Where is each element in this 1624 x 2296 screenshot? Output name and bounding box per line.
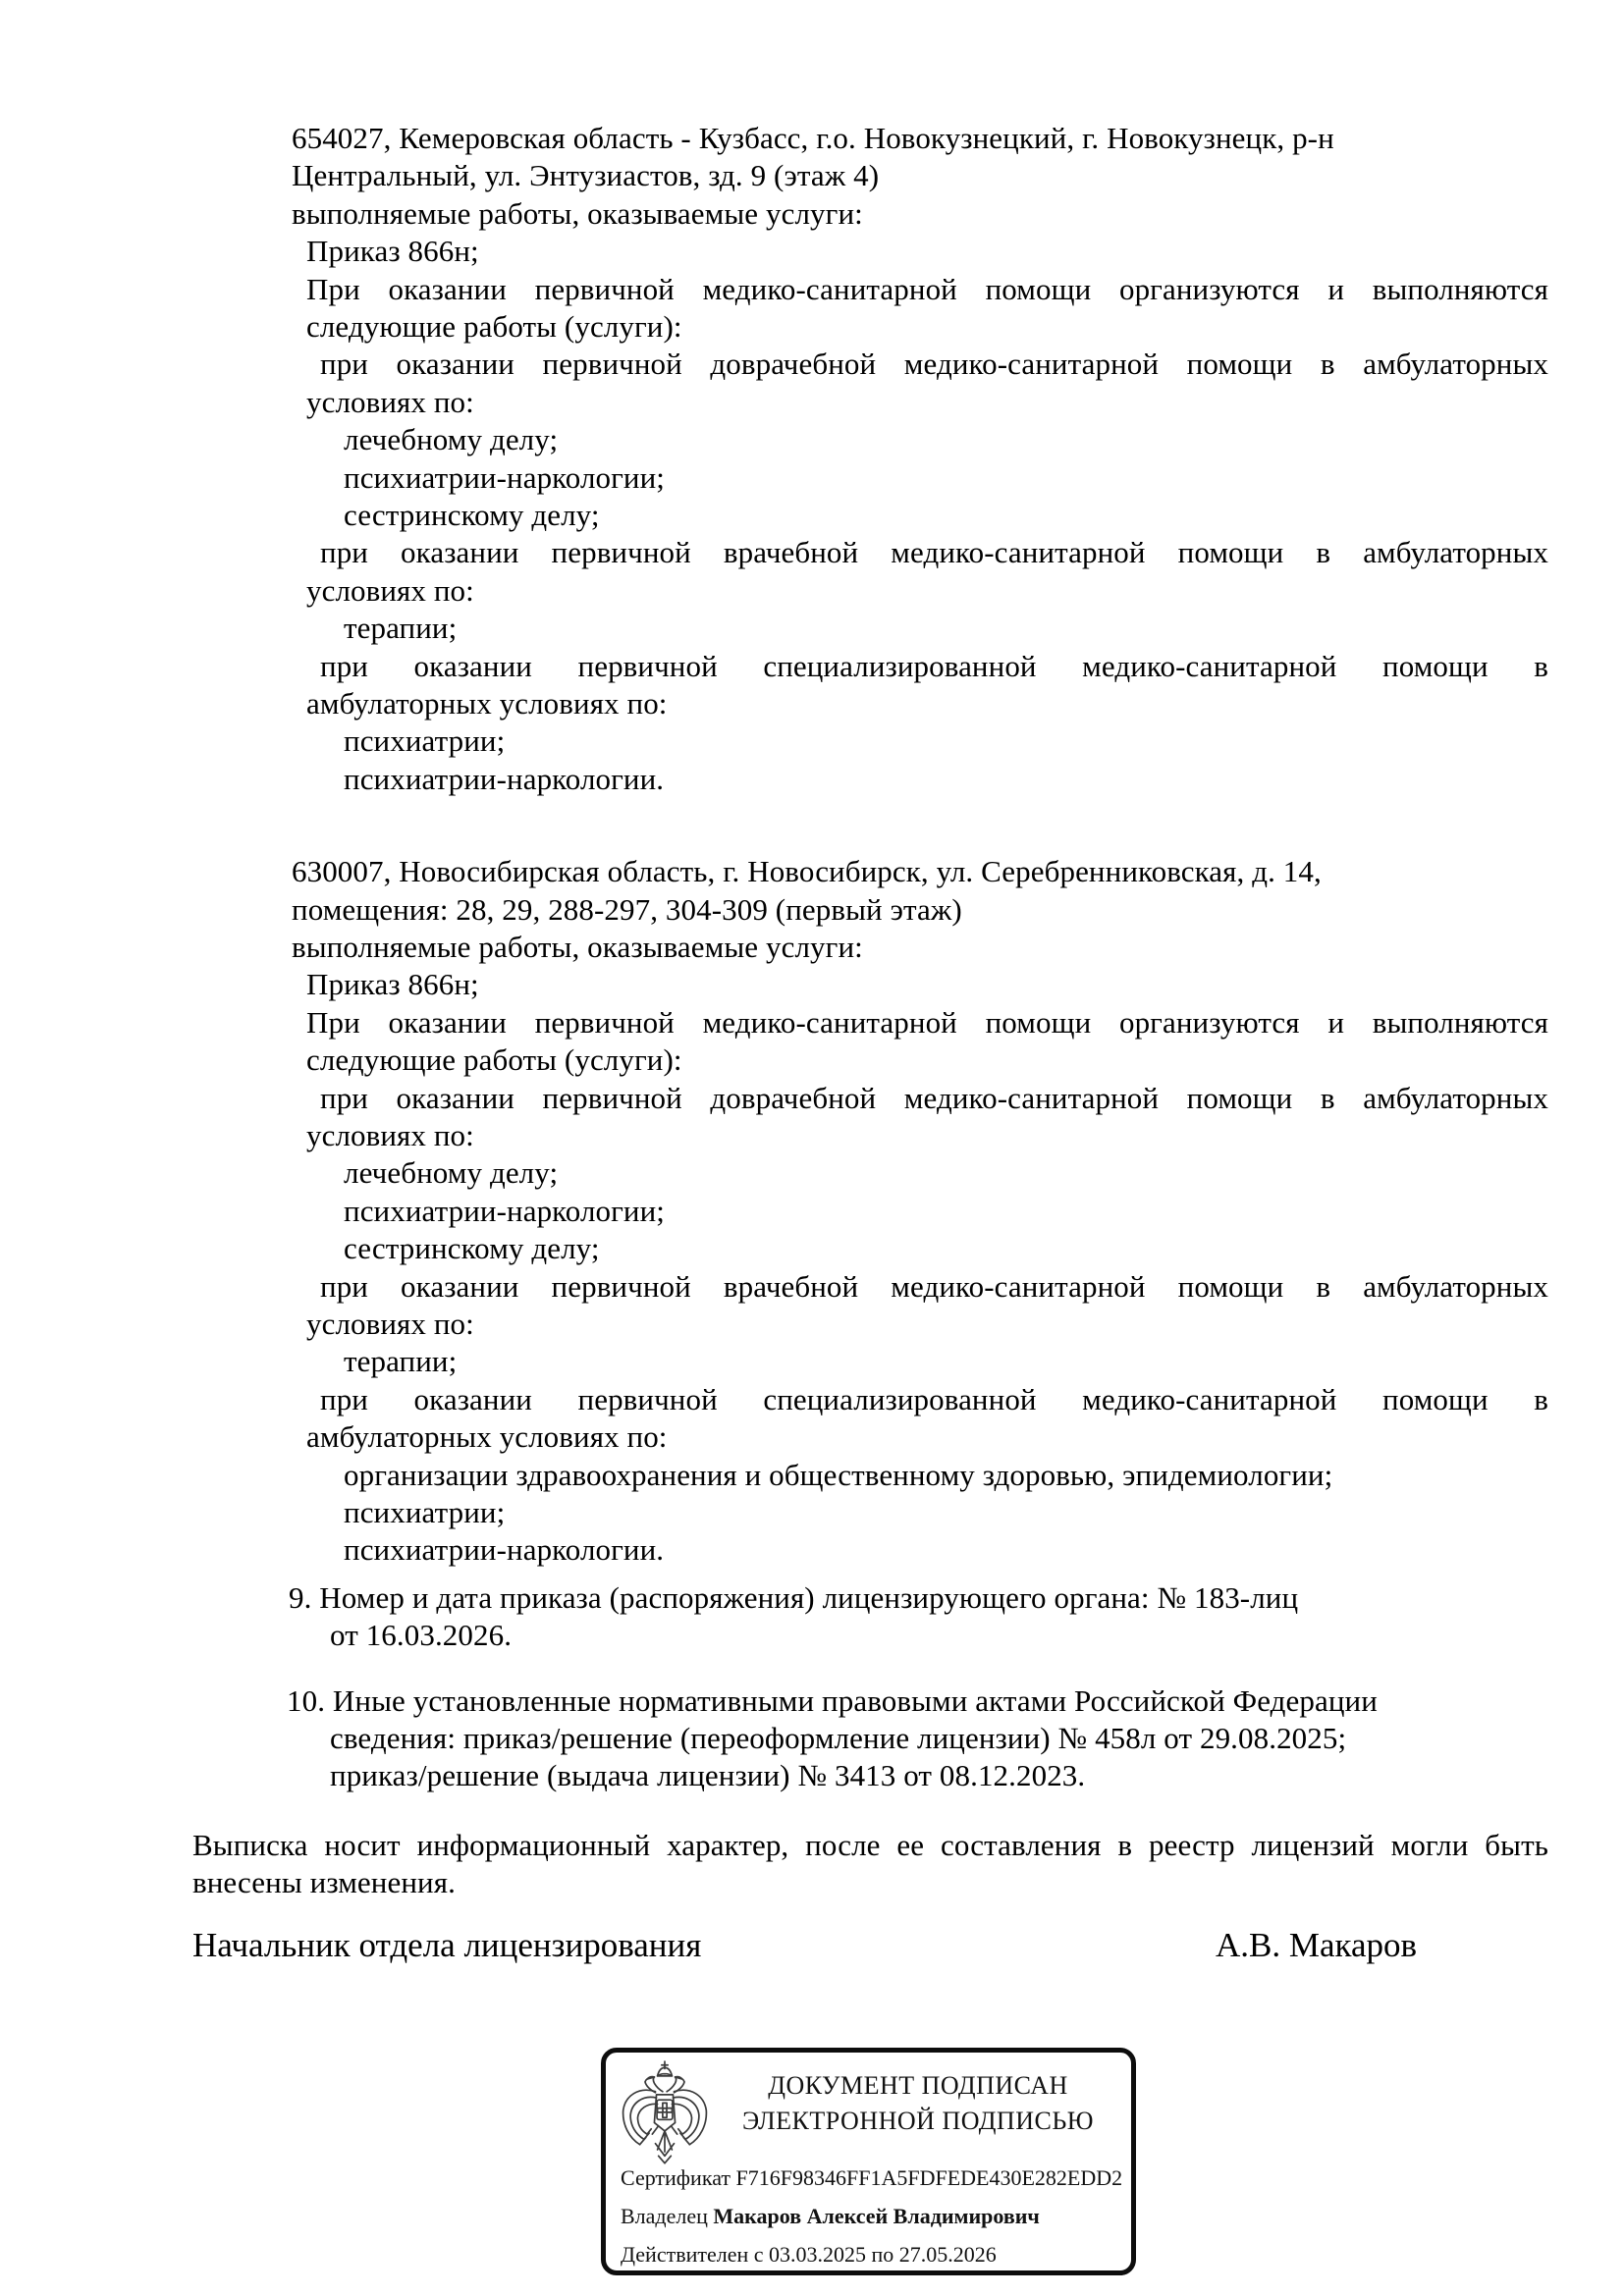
text-line: 630007, Новосибирская область, г. Новосибирск, ул. Серебренниковская, д. 14, [292,854,1322,889]
certificate-label: Сертификат [621,2165,731,2190]
text-line: сведения: приказ/решение (переоформление лицензии) № 458л от 29.08.2025; [330,1721,1347,1755]
signatory-position: Начальник отдела лицензирования [192,1926,702,1964]
text-line: амбулаторных условиях по: [306,1419,668,1455]
stamp-title [722,2068,1114,2139]
text-line: выполняемые работы, оказываемые услуги: [292,195,863,231]
stamp-title-line1: ДОКУМЕНТ ПОДПИСАН [768,2071,1068,2100]
text-line: сестринскому делу; [344,498,600,532]
text-line: следующие работы (услуги): [306,1042,682,1078]
text-line: следующие работы (услуги): [306,309,682,344]
text-line: при оказании первичной врачебной медико-санитарной помощи в амбулаторных [320,1268,1548,1304]
text-line: условиях по: [306,1307,474,1341]
text-line: 9. Номер и дата приказа (распоряжения) лицензирующего органа: № 183-лиц [289,1579,1299,1615]
text-line: от 16.03.2026. [330,1618,513,1653]
text-line: условиях по: [306,384,474,419]
validity-row: Действителен с 03.03.2025 по 27.05.2026 [621,2242,997,2267]
text-line: организации здравоохранения и общественному здоровью, эпидемиологии; [344,1457,1333,1492]
text-line: условиях по: [306,572,474,608]
text-line: приказ/решение (выдача лицензии) № 3413 от 08.12.2023. [330,1758,1086,1793]
text-line: При оказании первичной медико-санитарной помощи организуются и выполняются [306,271,1548,306]
text-line: амбулаторных условиях по: [306,686,668,721]
text-line: при оказании первичной врачебной медико-санитарной помощи в амбулаторных [320,535,1548,570]
text-line: психиатрии; [344,1495,506,1529]
text-line: Выписка носит информационный характер, после ее составления в реестр лицензий могли быть [192,1827,1548,1862]
text-line: помещения: 28, 29, 288-297, 304-309 (первый этаж) [292,891,962,927]
double-headed-eagle-icon [618,2060,712,2168]
certificate-value: F716F98346FF1A5FDFEDE430E282EDD2 [735,2165,1123,2190]
text-line: при оказании первичной доврачебной медико-санитарной помощи в амбулаторных [320,1080,1548,1115]
text-line: лечебному делу; [344,1155,559,1191]
text-line: внесены изменения. [192,1865,456,1900]
text-line: психиатрии-наркологии. [344,761,665,796]
text-line: психиатрии; [344,723,506,759]
certificate-row [621,2164,1122,2192]
text-line: психиатрии-наркологии; [344,459,666,495]
text-line: терапии; [344,611,458,646]
owner-row [621,2203,1040,2230]
electronic-signature-stamp [601,2048,1136,2275]
text-line: условиях по: [306,1118,474,1152]
text-line: при оказании первичной доврачебной медико-санитарной помощи в амбулаторных [320,347,1548,382]
text-line: выполняемые работы, оказываемые услуги: [292,930,863,964]
text-line: сестринскому делу; [344,1231,600,1266]
text-line: При оказании первичной медико-санитарной помощи организуются и выполняются [306,1004,1548,1040]
text-line: психиатрии-наркологии. [344,1532,665,1568]
text-line: Приказ 866н; [306,967,479,1002]
text-line: при оказании первичной специализированной медико-санитарной помощи в [320,648,1548,683]
text-line: при оказании первичной специализированной медико-санитарной помощи в [320,1381,1548,1416]
signatory-name: А.В. Макаров [1216,1926,1418,1964]
text-line: Центральный, ул. Энтузиастов, зд. 9 (этаж 4) [292,158,880,193]
owner-label: Владелец [621,2204,708,2228]
owner-value: Макаров Алексей Владимирович [713,2204,1040,2228]
text-line: Приказ 866н; [306,234,479,269]
text-line: терапии; [344,1344,458,1379]
stamp-title-line2: ЭЛЕКТРОННОЙ ПОДПИСЬЮ [742,2107,1094,2135]
text-line: психиатрии-наркологии; [344,1193,666,1228]
text-line: лечебному делу; [344,422,559,457]
text-line: 654027, Кемеровская область - Кузбасс, г.о. Новокузнецкий, г. Новокузнецк, р-н [292,121,1334,155]
text-line: 10. Иные установленные нормативными правовыми актами Российской Федерации [287,1682,1378,1718]
